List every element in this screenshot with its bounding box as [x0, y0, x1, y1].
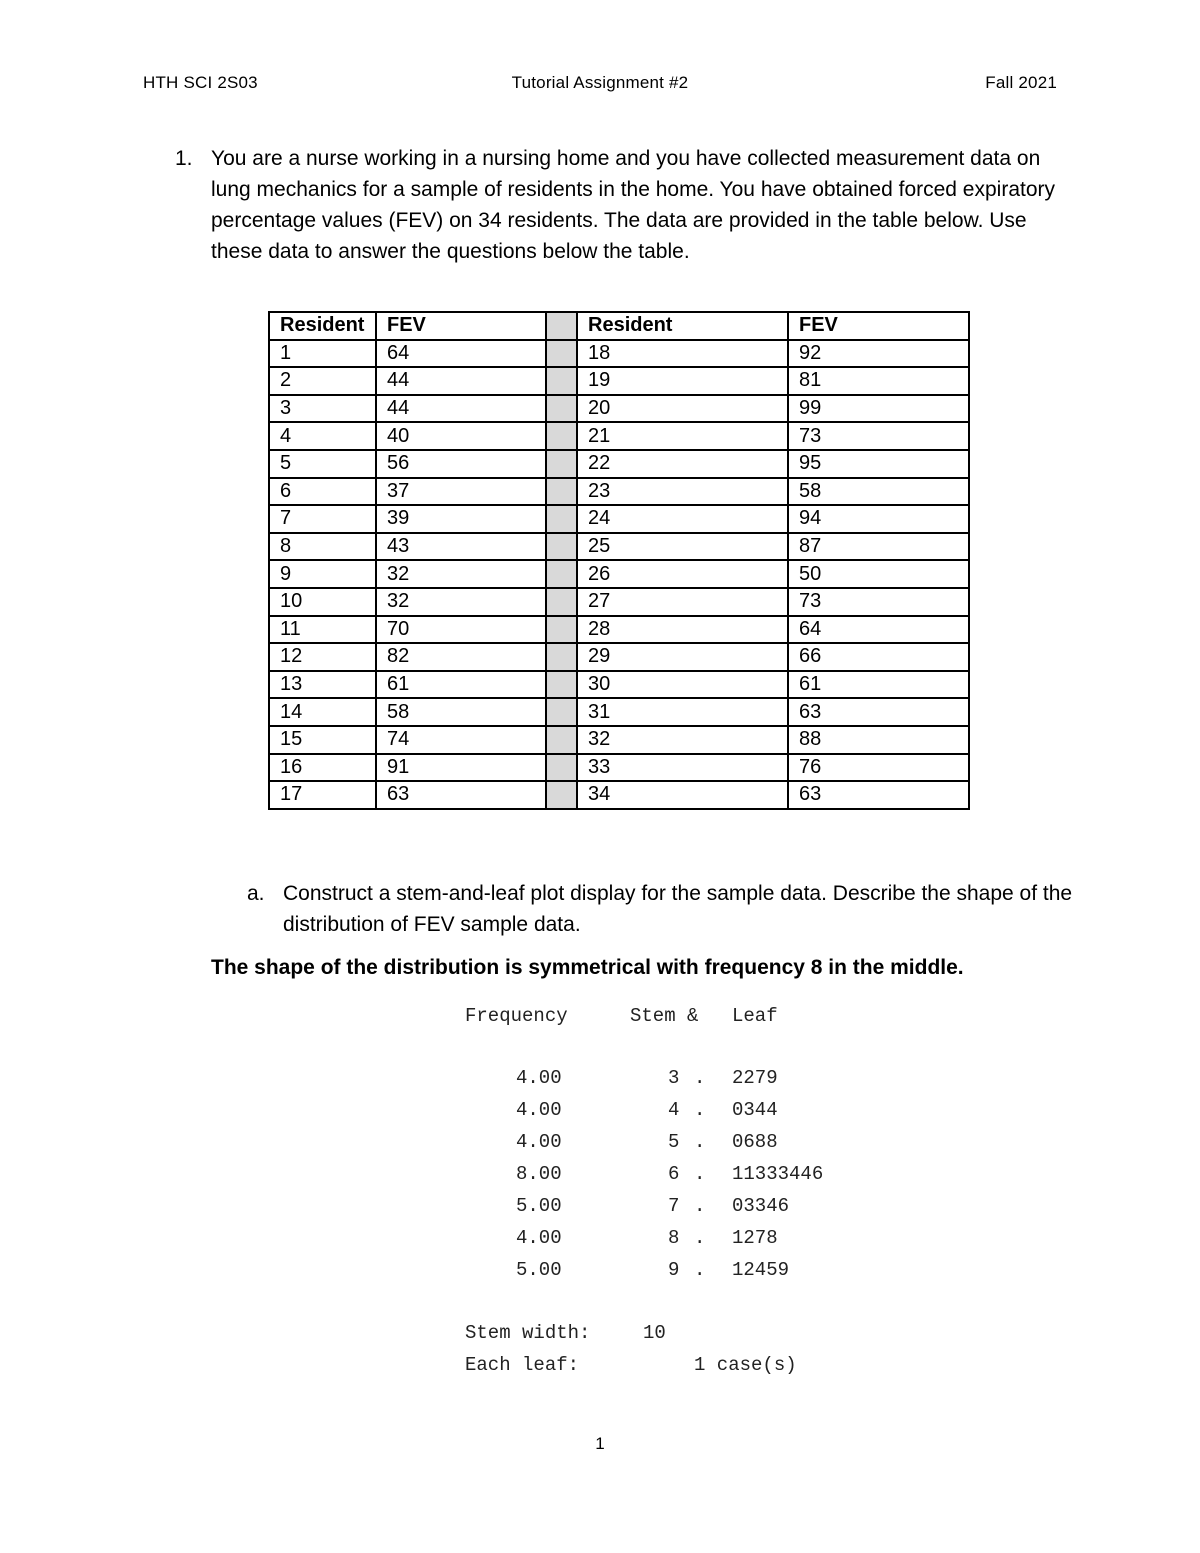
- header-course: HTH SCI 2S03: [143, 73, 258, 92]
- table-row: [269, 367, 969, 395]
- fev-cell: 63: [376, 781, 546, 809]
- fev-cell: 64: [788, 616, 969, 644]
- header-title: Tutorial Assignment #2: [511, 73, 689, 92]
- stem-leaf-leaves: 03346: [732, 1195, 790, 1217]
- resident-cell: 8: [269, 533, 376, 561]
- fev-cell: 99: [788, 395, 969, 423]
- table-row: [269, 450, 969, 478]
- resident-cell: 6: [269, 478, 376, 506]
- fev-cell: 44: [376, 395, 546, 423]
- fev-cell: 92: [788, 340, 969, 368]
- fev-cell: 81: [788, 367, 969, 395]
- table-gap-cell: [546, 422, 577, 450]
- table-row: [269, 781, 969, 809]
- stem-leaf-leaves: 12459: [732, 1259, 790, 1281]
- resident-cell: 13: [269, 671, 376, 699]
- fev-cell: 50: [788, 560, 969, 588]
- resident-cell: 11: [269, 616, 376, 644]
- resident-cell: 20: [577, 395, 788, 423]
- stem-leaf-leaves: 1278: [732, 1227, 778, 1249]
- stem-leaf-stem: 8: [668, 1227, 680, 1249]
- table-gap-cell: [546, 616, 577, 644]
- stem-leaf-stem: 9: [668, 1259, 680, 1281]
- stem-leaf-header-leaf: Leaf: [732, 1005, 778, 1027]
- fev-cell: 58: [376, 698, 546, 726]
- resident-cell: 23: [577, 478, 788, 506]
- stem-leaf-separator: .: [694, 1067, 706, 1089]
- table-gap-cell: [546, 340, 577, 368]
- resident-cell: 12: [269, 643, 376, 671]
- fev-cell: 66: [788, 643, 969, 671]
- fev-cell: 61: [376, 671, 546, 699]
- stem-leaf-frequency: 5.00: [516, 1195, 562, 1217]
- stem-leaf-leaves: 0688: [732, 1131, 778, 1153]
- table-row: [269, 560, 969, 588]
- table-gap-cell: [546, 478, 577, 506]
- resident-cell: 5: [269, 450, 376, 478]
- question-1a-label: a.: [247, 882, 265, 905]
- stem-leaf-separator: .: [694, 1227, 706, 1249]
- table-gap-cell: [546, 588, 577, 616]
- each-leaf-value: 1 case(s): [694, 1354, 797, 1376]
- table-gap-cell: [546, 781, 577, 809]
- stem-leaf-leaves: 2279: [732, 1067, 778, 1089]
- fev-cell: 76: [788, 754, 969, 782]
- table-gap-cell: [546, 671, 577, 699]
- table-gap-cell: [546, 754, 577, 782]
- stem-leaf-stem: 4: [668, 1099, 680, 1121]
- table-row: [269, 395, 969, 423]
- stem-width-value: 10: [643, 1322, 666, 1344]
- fev-cell: 73: [788, 422, 969, 450]
- stem-leaf-stem: 7: [668, 1195, 680, 1217]
- resident-cell: 32: [577, 726, 788, 754]
- stem-leaf-separator: .: [694, 1131, 706, 1153]
- stem-leaf-separator: .: [694, 1259, 706, 1281]
- stem-leaf-header-stem: Stem &: [630, 1005, 699, 1027]
- table-gap-cell: [546, 698, 577, 726]
- table-row: [269, 422, 969, 450]
- stem-leaf-separator: .: [694, 1195, 706, 1217]
- stem-leaf-stem: 3: [668, 1067, 680, 1089]
- column-header-resident: Resident: [269, 312, 376, 340]
- table-row: [269, 588, 969, 616]
- fev-cell: 63: [788, 698, 969, 726]
- resident-cell: 34: [577, 781, 788, 809]
- page-number: 1: [595, 1434, 605, 1453]
- table-gap-cell: [546, 367, 577, 395]
- resident-cell: 28: [577, 616, 788, 644]
- fev-cell: 32: [376, 588, 546, 616]
- table-row: [269, 671, 969, 699]
- table-row: [269, 478, 969, 506]
- fev-cell: 39: [376, 505, 546, 533]
- table-row: [269, 340, 969, 368]
- resident-cell: 33: [577, 754, 788, 782]
- fev-cell: 95: [788, 450, 969, 478]
- resident-cell: 26: [577, 560, 788, 588]
- stem-leaf-frequency: 8.00: [516, 1163, 562, 1185]
- table-gap-cell: [546, 450, 577, 478]
- resident-cell: 1: [269, 340, 376, 368]
- resident-cell: 22: [577, 450, 788, 478]
- stem-leaf-frequency: 5.00: [516, 1259, 562, 1281]
- stem-leaf-separator: .: [694, 1099, 706, 1121]
- table-row: [269, 726, 969, 754]
- fev-cell: 73: [788, 588, 969, 616]
- each-leaf-label: Each leaf:: [465, 1354, 580, 1376]
- table-gap-cell: [546, 505, 577, 533]
- question-1-text: You are a nurse working in a nursing home and you have collected measurement data on lung mechanics for a sample of residents in the home. You have obtained forced expiratory percentage values (FEV) on 34 residents. The data are provided in the table below. Use these data to answer the questions below the table.: [211, 147, 1056, 263]
- resident-cell: 30: [577, 671, 788, 699]
- resident-cell: 31: [577, 698, 788, 726]
- table-gap-column: [546, 312, 577, 340]
- stem-leaf-frequency: 4.00: [516, 1099, 562, 1121]
- fev-cell: 70: [376, 616, 546, 644]
- answer-text: The shape of the distribution is symmetrical with frequency 8 in the middle.: [211, 956, 964, 979]
- fev-cell: 58: [788, 478, 969, 506]
- table-row: [269, 616, 969, 644]
- table-gap-cell: [546, 560, 577, 588]
- fev-cell: 63: [788, 781, 969, 809]
- resident-cell: 9: [269, 560, 376, 588]
- stem-leaf-frequency: 4.00: [516, 1227, 562, 1249]
- table-gap-cell: [546, 533, 577, 561]
- resident-cell: 19: [577, 367, 788, 395]
- resident-cell: 4: [269, 422, 376, 450]
- table-header-row: [269, 312, 969, 340]
- table-row: [269, 754, 969, 782]
- resident-cell: 14: [269, 698, 376, 726]
- stem-leaf-leaves: 0344: [732, 1099, 778, 1121]
- fev-cell: 37: [376, 478, 546, 506]
- fev-cell: 43: [376, 533, 546, 561]
- table-row: [269, 698, 969, 726]
- stem-leaf-leaves: 11333446: [732, 1163, 824, 1185]
- resident-cell: 17: [269, 781, 376, 809]
- fev-cell: 44: [376, 367, 546, 395]
- fev-cell: 61: [788, 671, 969, 699]
- table-row: [269, 533, 969, 561]
- stem-width-label: Stem width:: [465, 1322, 591, 1344]
- resident-cell: 3: [269, 395, 376, 423]
- fev-cell: 74: [376, 726, 546, 754]
- fev-cell: 94: [788, 505, 969, 533]
- table-gap-cell: [546, 395, 577, 423]
- column-header-fev: FEV: [376, 312, 546, 340]
- resident-cell: 24: [577, 505, 788, 533]
- resident-cell: 10: [269, 588, 376, 616]
- fev-cell: 88: [788, 726, 969, 754]
- question-1-number: 1.: [175, 147, 193, 170]
- fev-data-table: [268, 311, 970, 810]
- fev-cell: 82: [376, 643, 546, 671]
- column-header-resident: Resident: [577, 312, 788, 340]
- resident-cell: 21: [577, 422, 788, 450]
- fev-cell: 32: [376, 560, 546, 588]
- resident-cell: 27: [577, 588, 788, 616]
- column-header-fev: FEV: [788, 312, 969, 340]
- header-term: Fall 2021: [985, 73, 1057, 92]
- resident-cell: 7: [269, 505, 376, 533]
- resident-cell: 15: [269, 726, 376, 754]
- stem-leaf-frequency: 4.00: [516, 1131, 562, 1153]
- fev-cell: 56: [376, 450, 546, 478]
- fev-cell: 87: [788, 533, 969, 561]
- table-gap-cell: [546, 726, 577, 754]
- table-gap-cell: [546, 643, 577, 671]
- resident-cell: 18: [577, 340, 788, 368]
- table-row: [269, 505, 969, 533]
- question-1a-text: Construct a stem-and-leaf plot display for the sample data. Describe the shape of the distribution of FEV sample data.: [283, 882, 1073, 936]
- resident-cell: 16: [269, 754, 376, 782]
- table-row: [269, 643, 969, 671]
- stem-leaf-separator: .: [694, 1163, 706, 1185]
- fev-cell: 40: [376, 422, 546, 450]
- resident-cell: 29: [577, 643, 788, 671]
- stem-leaf-header-frequency: Frequency: [465, 1005, 568, 1027]
- stem-leaf-frequency: 4.00: [516, 1067, 562, 1089]
- resident-cell: 2: [269, 367, 376, 395]
- fev-cell: 91: [376, 754, 546, 782]
- stem-leaf-stem: 5: [668, 1131, 680, 1153]
- stem-leaf-stem: 6: [668, 1163, 680, 1185]
- fev-cell: 64: [376, 340, 546, 368]
- resident-cell: 25: [577, 533, 788, 561]
